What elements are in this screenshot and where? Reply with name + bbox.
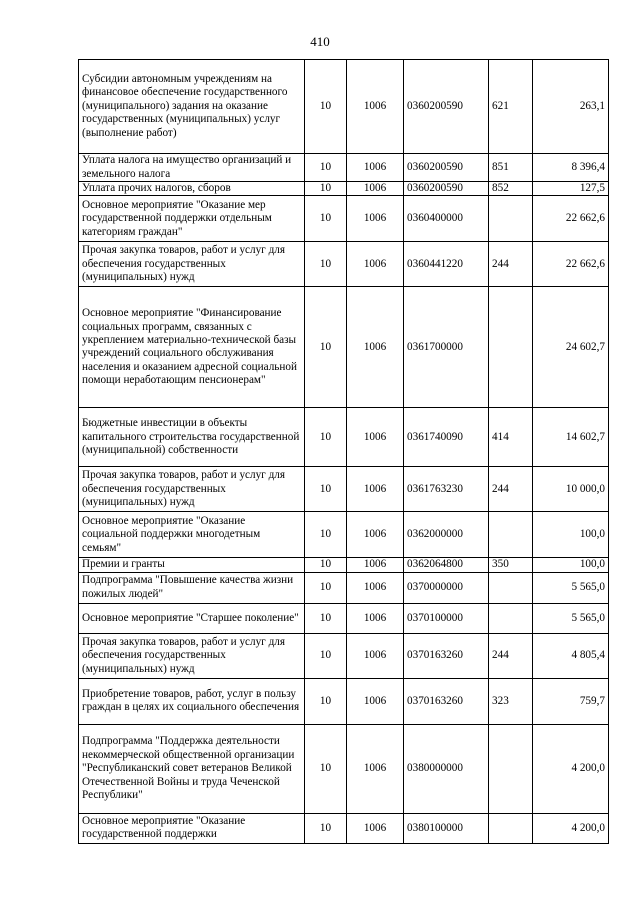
row-expense-type	[489, 196, 533, 242]
row-expense-type	[489, 287, 533, 408]
row-target-code: 0361763230	[404, 467, 489, 512]
row-amount: 100,0	[533, 512, 609, 558]
row-name: Подпрограмма "Поддержка деятельности некоммерческой общественной организации "Республиканский совет ветеранов Великой Отечественной Войны и труда Чеченской Республики"	[79, 724, 305, 813]
row-target-code: 0370000000	[404, 572, 489, 603]
row-target-code: 0362064800	[404, 558, 489, 572]
row-amount: 14 602,7	[533, 408, 609, 467]
row-target-code: 0360200590	[404, 60, 489, 154]
row-section: 10	[305, 242, 347, 287]
row-name: Прочая закупка товаров, работ и услуг для обеспечения государственных (муниципальных) нужд	[79, 467, 305, 512]
row-expense-type: 244	[489, 242, 533, 287]
table-row	[79, 182, 609, 196]
row-amount: 8 396,4	[533, 154, 609, 182]
row-expense-type	[489, 572, 533, 603]
row-section: 10	[305, 196, 347, 242]
row-target-code: 0361700000	[404, 287, 489, 408]
table-row	[79, 813, 609, 843]
row-amount: 4 200,0	[533, 813, 609, 843]
table-row	[79, 154, 609, 182]
row-amount: 4 805,4	[533, 633, 609, 678]
row-subsection: 1006	[347, 408, 404, 467]
row-section: 10	[305, 154, 347, 182]
table-body	[79, 60, 609, 844]
row-subsection: 1006	[347, 678, 404, 724]
row-amount: 5 565,0	[533, 603, 609, 633]
row-subsection: 1006	[347, 633, 404, 678]
row-target-code: 0361740090	[404, 408, 489, 467]
row-expense-type: 350	[489, 558, 533, 572]
row-name: Премии и гранты	[79, 558, 305, 572]
row-subsection: 1006	[347, 287, 404, 408]
row-subsection: 1006	[347, 60, 404, 154]
row-subsection: 1006	[347, 154, 404, 182]
table-row	[79, 633, 609, 678]
row-expense-type: 244	[489, 633, 533, 678]
table-row	[79, 572, 609, 603]
table-row	[79, 558, 609, 572]
row-name: Уплата налога на имущество организаций и земельного налога	[79, 154, 305, 182]
row-expense-type	[489, 603, 533, 633]
table-row	[79, 287, 609, 408]
row-expense-type: 852	[489, 182, 533, 196]
row-section: 10	[305, 724, 347, 813]
row-name: Основное мероприятие "Старшее поколение"	[79, 603, 305, 633]
row-expense-type: 851	[489, 154, 533, 182]
row-expense-type	[489, 813, 533, 843]
row-target-code: 0370163260	[404, 678, 489, 724]
row-name: Основное мероприятие "Финансирование социальных программ, связанных с укреплением материально-технической базы учреждений социального обслуживания населения и оказанием адресной социальной помощи неработающим пенсионерам"	[79, 287, 305, 408]
row-amount: 24 602,7	[533, 287, 609, 408]
row-section: 10	[305, 60, 347, 154]
table-row	[79, 724, 609, 813]
table-row	[79, 512, 609, 558]
row-amount: 759,7	[533, 678, 609, 724]
row-section: 10	[305, 512, 347, 558]
row-amount: 127,5	[533, 182, 609, 196]
row-target-code: 0360200590	[404, 154, 489, 182]
row-amount: 5 565,0	[533, 572, 609, 603]
row-target-code: 0380000000	[404, 724, 489, 813]
row-amount: 22 662,6	[533, 242, 609, 287]
row-section: 10	[305, 467, 347, 512]
row-target-code: 0370100000	[404, 603, 489, 633]
budget-table	[78, 59, 609, 844]
row-amount: 100,0	[533, 558, 609, 572]
table-row	[79, 467, 609, 512]
row-subsection: 1006	[347, 572, 404, 603]
row-section: 10	[305, 182, 347, 196]
row-name: Основное мероприятие "Оказание мер государственной поддержки отдельным категориям граждан"	[79, 196, 305, 242]
row-amount: 22 662,6	[533, 196, 609, 242]
row-expense-type: 244	[489, 467, 533, 512]
row-amount: 10 000,0	[533, 467, 609, 512]
table-row	[79, 408, 609, 467]
row-name: Бюджетные инвестиции в объекты капитального строительства государственной (муниципальной) собственности	[79, 408, 305, 467]
table-row	[79, 603, 609, 633]
row-subsection: 1006	[347, 512, 404, 558]
table-row	[79, 242, 609, 287]
row-name: Подпрограмма "Повышение качества жизни пожилых людей"	[79, 572, 305, 603]
row-subsection: 1006	[347, 813, 404, 843]
row-target-code: 0370163260	[404, 633, 489, 678]
row-name: Уплата прочих налогов, сборов	[79, 182, 305, 196]
row-amount: 263,1	[533, 60, 609, 154]
row-name: Приобретение товаров, работ, услуг в пользу граждан в целях их социального обеспечения	[79, 678, 305, 724]
row-subsection: 1006	[347, 242, 404, 287]
table-row	[79, 60, 609, 154]
row-section: 10	[305, 678, 347, 724]
row-amount: 4 200,0	[533, 724, 609, 813]
row-section: 10	[305, 633, 347, 678]
row-section: 10	[305, 572, 347, 603]
row-name: Субсидии автономным учреждениям на финансовое обеспечение государственного (муниципального) задания на оказание государственных (муниципальных) услуг (выполнение работ)	[79, 60, 305, 154]
row-subsection: 1006	[347, 603, 404, 633]
row-section: 10	[305, 813, 347, 843]
row-name: Прочая закупка товаров, работ и услуг для обеспечения государственных (муниципальных) нужд	[79, 633, 305, 678]
row-section: 10	[305, 408, 347, 467]
row-section: 10	[305, 603, 347, 633]
row-expense-type: 414	[489, 408, 533, 467]
row-section: 10	[305, 287, 347, 408]
row-name: Основное мероприятие "Оказание социальной поддержки многодетным семьям"	[79, 512, 305, 558]
row-target-code: 0362000000	[404, 512, 489, 558]
table-row	[79, 196, 609, 242]
row-subsection: 1006	[347, 196, 404, 242]
row-name: Основное мероприятие "Оказание государственной поддержки	[79, 813, 305, 843]
row-name: Прочая закупка товаров, работ и услуг для обеспечения государственных (муниципальных) нужд	[79, 242, 305, 287]
table-row	[79, 678, 609, 724]
row-expense-type: 621	[489, 60, 533, 154]
row-subsection: 1006	[347, 182, 404, 196]
row-expense-type	[489, 512, 533, 558]
row-target-code: 0380100000	[404, 813, 489, 843]
row-target-code: 0360400000	[404, 196, 489, 242]
row-subsection: 1006	[347, 467, 404, 512]
row-subsection: 1006	[347, 724, 404, 813]
row-section: 10	[305, 558, 347, 572]
row-target-code: 0360200590	[404, 182, 489, 196]
row-subsection: 1006	[347, 558, 404, 572]
row-target-code: 0360441220	[404, 242, 489, 287]
row-expense-type: 323	[489, 678, 533, 724]
page-number: 410	[310, 34, 330, 49]
row-expense-type	[489, 724, 533, 813]
